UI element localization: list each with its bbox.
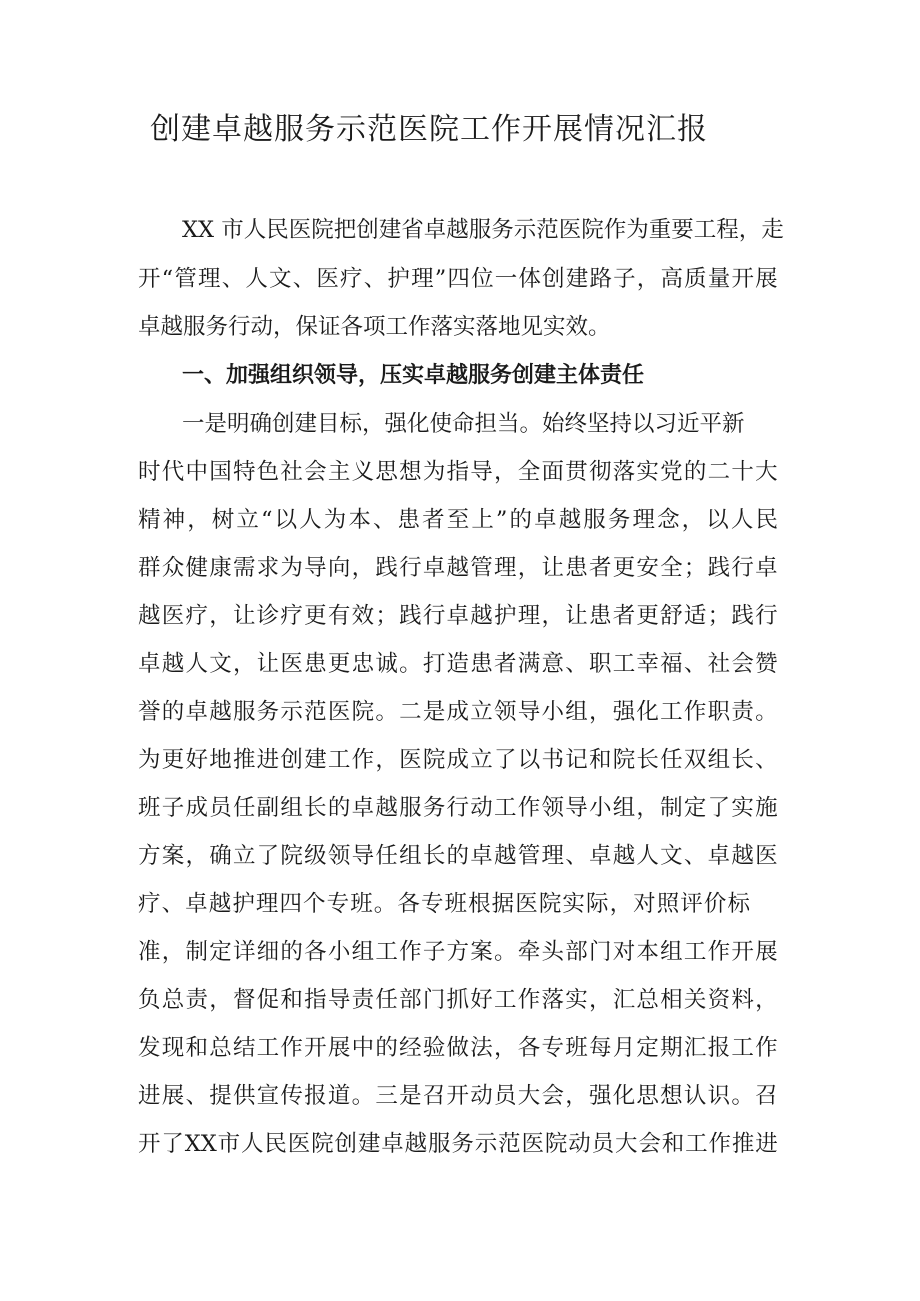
body-line: 准 ， 制 定 详 细 的 各 小 组 工 作 子 方 案 。 牵 头 部 门 对 本 组 工 作 开 展	[138, 939, 778, 965]
body-line: 为 更 好 地 推 进 创 建 工 作 ， 医 院 成 立 了 以 书 记 和 院 长 任 双 组 长 、	[138, 747, 778, 773]
body-line: 卓 越 人 文 ， 让 医 患 更 忠 诚 。 打 造 患 者 满 意 、 职 工 幸 福 、 社 会 赞	[138, 651, 778, 677]
intro-line: 开 “ 管 理 、 人 文 、 医 疗 、 护 理 ” 四 位 一 体 创 建 路 子 ， 高 质 量 开 展	[138, 266, 778, 292]
body-line: 精 神 ， 树 立 “ 以 人 为 本 、 患 者 至 上 ” 的 卓 越 服 务 理 念 ， 以 人 民	[138, 507, 778, 533]
body-line: 时 代 中 国 特 色 社 会 主 义 思 想 为 指 导 ， 全 面 贯 彻 落 实 党 的 二 十 大	[138, 459, 778, 485]
body-line: 疗 、 卓 越 护 理 四 个 专 班 。 各 专 班 根 据 医 院 实 际 ， 对 照 评 价 标	[138, 891, 750, 917]
body-line: 誉 的 卓 越 服 务 示 范 医 院 。 二 是 成 立 领 导 小 组 ， 强 化 工 作 职 责 。	[138, 699, 778, 725]
intro-line: 卓越服务行动，保证各项工作落实落地见实效。	[138, 314, 611, 340]
body-line: 班 子 成 员 任 副 组 长 的 卓 越 服 务 行 动 工 作 领 导 小 组 ， 制 定 了 实 施	[138, 795, 778, 821]
body-line: 开 了 XX 市 人 民 医 院 创 建 卓 越 服 务 示 范 医 院 动 员 大 会 和 工 作 推 进	[138, 1131, 778, 1157]
section-heading: 一、加强组织领导，压实卓越服务创建主体责任	[182, 363, 645, 388]
body-line: 进 展 、 提 供 宣 传 报 道 。 三 是 召 开 动 员 大 会 ， 强 化 思 想 认 识 。 召	[138, 1083, 778, 1109]
body-line: 一是明确创建目标，强化使命担当。始终坚持以习近平新	[182, 411, 745, 437]
intro-line: XX 市人民医院把创建省卓越服务示范医院作为重要工程，走	[182, 217, 784, 243]
document-title: 创建卓越服务示范医院工作开展情况汇报	[150, 112, 708, 147]
body-line: 发 现 和 总 结 工 作 开 展 中 的 经 验 做 法 ， 各 专 班 每 月 定 期 汇 报 工 作	[138, 1035, 778, 1061]
body-line: 越 医 疗 ， 让 诊 疗 更 有 效 ； 践 行 卓 越 护 理 ， 让 患 者 更 舒 适 ； 践 行	[138, 603, 778, 629]
body-line: 方 案 ， 确 立 了 院 级 领 导 任 组 长 的 卓 越 管 理 、 卓 越 人 文 、 卓 越 医	[138, 843, 778, 869]
body-line: 负 总 责 ， 督 促 和 指 导 责 任 部 门 抓 好 工 作 落 实 ， 汇 总 相 关 资 料 ，	[138, 987, 778, 1013]
body-line: 群 众 健 康 需 求 为 导 向 ， 践 行 卓 越 管 理 ， 让 患 者 更 安 全 ； 践 行 卓	[138, 555, 778, 581]
